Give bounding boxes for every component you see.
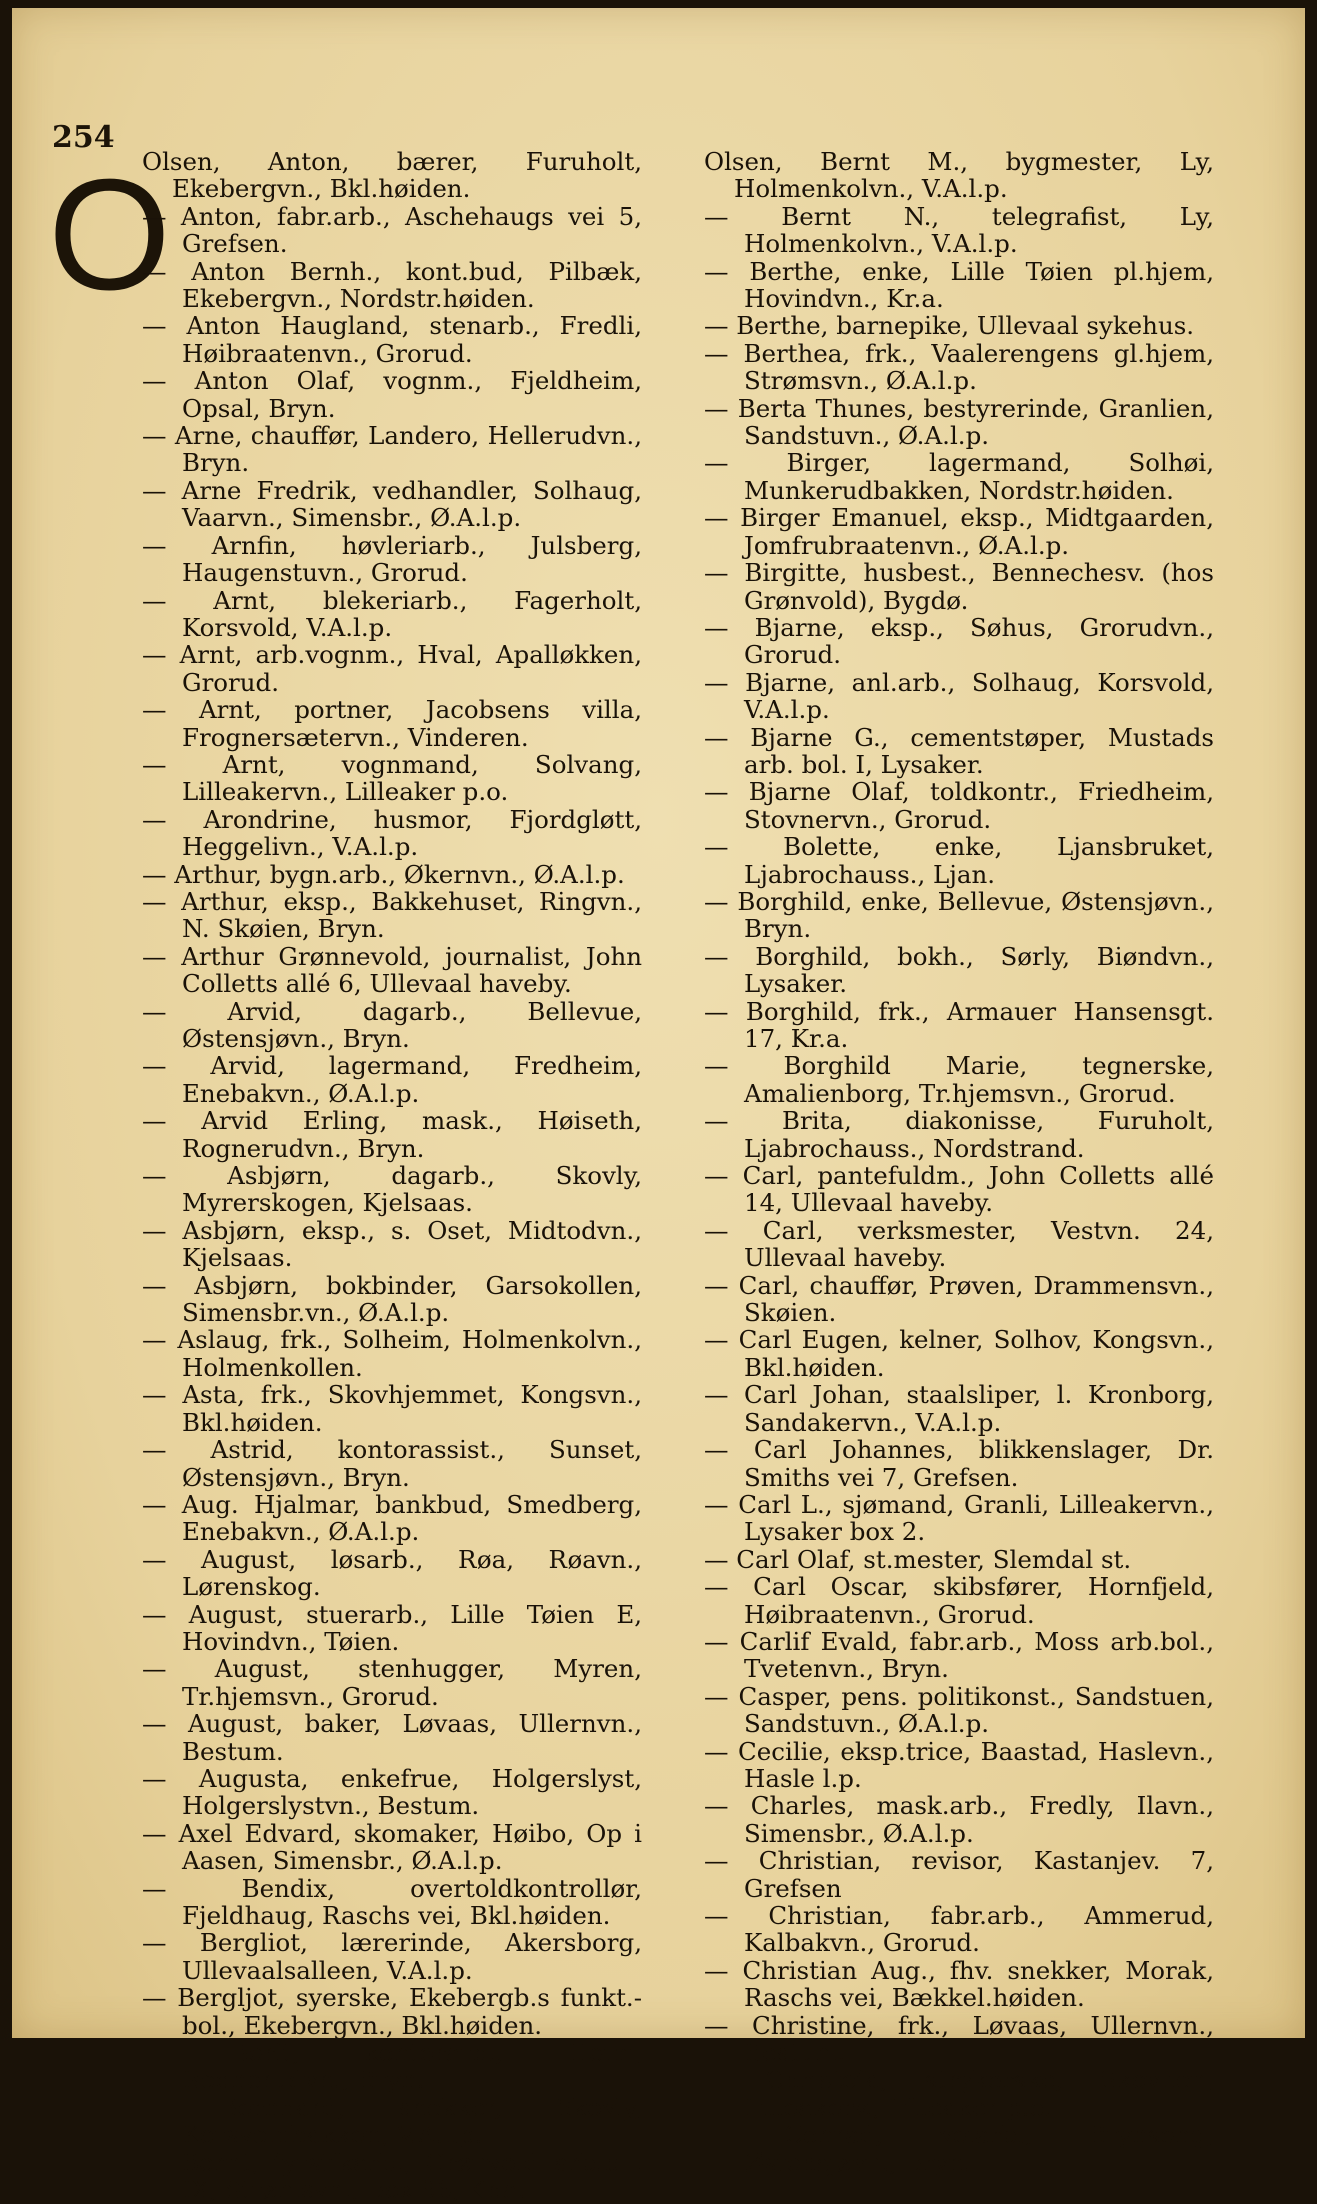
directory-entry: — Berit, kontorarb., Heim, Rognerudvn., Bryn. [142,2038,642,2095]
directory-entry: — Christian, revisor, Kastanjev. 7, Grefsen [704,1846,1214,1903]
directory-entry: — Bergljot, syerske, Ekebergb.s funkt.-bol., Ekebergvn., Bkl.høiden. [142,1983,642,2040]
directory-entry: — Arvid, dagarb., Bellevue, Østensjøvn., Bryn. [142,996,642,1053]
directory-entry: — Bernt, fyrstikarb., Grønvold arb.b . IX, Strømsvn., Box 96, Kr.a. [142,2147,642,2204]
directory-entry: — Conrad, veiarb., Brynseng, Østensjøvn., Bryn. [704,2120,1214,2177]
directory-entry: — Carl Eugen, kelner, Solhov, Kongsvn., Bkl.høiden. [704,1325,1214,1382]
directory-entry: — Anton Haugland, stenarb., Fredli, Høibraatenvn., Grorud. [142,311,642,368]
right-column [704,148,1214,2176]
directory-entry: — Berta Thunes, bestyrerinde, Granlien, Sandstuvn., Ø.A.l.p. [704,393,1214,451]
directory-entry: — Birgitte, husbest., Bennechesv. (hos Grønvold), Bygdø. [704,558,1214,615]
directory-entry: — Arnt, portner, Jacobsens villa, Frognersætervn., Vinderen. [142,695,642,752]
directory-entry: — Asbjørn, eksp., s. Oset, Midtodvn., Kjelsaas. [142,1215,642,1273]
directory-entry: Olsen, Bernt M., bygmester, Ly, Holmenkolvn., V.A.l.p. [704,147,1214,204]
directory-entry: — Berthea, frk., Vaalerengens gl.hjem, Strømsvn., Ø.A.l.p. [704,338,1214,396]
directory-entry: — Borghild, bokh., Sørly, Biøndvn., Lysaker. [704,941,1214,999]
directory-entry: — Carl, pantefuldm., John Colletts allé 14, Ullevaal haveby. [704,1161,1214,1218]
directory-entry: — Christofa, strykerske, Skovlien, Lilleakerv., Lilleaker p.o. [704,2065,1214,2122]
directory-entry: — Anton, fabr.arb., Aschehaugs vei 5, Grefsen. [142,201,642,259]
directory-entry: — Aug. Hjalmar, bankbud, Smedberg, Enebakvn., Ø.A.l.p. [142,1489,642,1547]
directory-entry: — Berthe, barnepike, Ullevaal sykehus. [704,311,1195,341]
directory-entry: Olsen, Anton, bærer, Furuholt, Ekebergvn., Bkl.høiden. [142,147,642,204]
directory-entry: — Cecilie, eksp.trice, Baastad, Haslevn., Hasle l.p. [704,1736,1214,1793]
directory-entry: — Aslaug, frk., Solheim, Holmenkolvn., Holmenkollen. [142,1325,642,1382]
directory-entry: — Casper, pens. politikonst., Sandstuen, Sandstuvn., Ø.A.l.p. [704,1681,1214,1739]
directory-entry: — Christian Aug., fhv. snekker, Morak, Raschs vei, Bækkel.høiden. [704,1955,1214,2013]
directory-entry: — Bernhard, snekker, Skovly, Korsvoldbakken, V.A.l.p. [142,2092,642,2150]
directory-entry: — August, baker, Løvaas, Ullernvn., Bestum. [142,1709,642,1766]
section-letter: O [48,147,171,323]
directory-entry: — Carl, verksmester, Vestvn. 24, Ullevaal haveby. [704,1215,1214,1273]
directory-entry: — Arnt, blekeriarb., Fagerholt, Korsvold, V.A.l.p. [142,585,642,642]
directory-entry: — Carl Johannes, blikkenslager, Dr. Smiths vei 7, Grefsen. [704,1435,1214,1492]
directory-entry: — Bjarne, eksp., Søhus, Grorudvn., Grorud. [704,612,1214,670]
directory-entry: — Bergliot, lærerinde, Akersborg, Ullevaalsalleen, V.A.l.p. [142,1928,642,1985]
directory-entry: — Asta, frk., Skovhjemmet, Kongsvn., Bkl.høiden. [142,1380,642,1437]
directory-entry: — August, stenhugger, Myren, Tr.hjemsvn., Grorud. [142,1654,642,1711]
directory-entry: — Anton Olaf, vognm., Fjeldheim, Opsal, Bryn. [142,366,642,423]
directory-entry: — Anton Bernh., kont.bud, Pilbæk, Ekebergvn., Nordstr.høiden. [142,256,642,314]
directory-entry: — Arne Fredrik, vedhandler, Solhaug, Vaarvn., Simensbr., Ø.A.l.p. [142,475,642,533]
directory-entry: — Bolette, enke, Ljansbruket, Ljabrochauss., Ljan. [704,832,1214,889]
directory-entry: — Carl, chauffør, Prøven, Drammensvn., Skøien. [704,1270,1214,1328]
directory-entry: — Birger Emanuel, eksp., Midtgaarden, Jomfrubraatenvn., Ø.A.l.p. [704,503,1214,560]
directory-entry: — Bendix, overtoldkontrollør, Fjeldhaug, Raschs vei, Bkl.høiden. [142,1873,642,1930]
directory-entry: — Astrid, kontorassist., Sunset, Østensjøvn., Bryn. [142,1435,642,1492]
directory-entry: — Arthur, eksp., Bakkehuset, Ringvn., N. Skøien, Bryn. [142,886,642,944]
directory-entry: — Carl Olaf, st.mester, Slemdal st. [704,1544,1132,1574]
directory-entry: — Berthe, enke, Lille Tøien pl.hjem, Hovindvn., Kr.a. [704,256,1214,314]
directory-entry: — Arvid, lagermand, Fredheim, Enebakvn., Ø.A.l.p. [142,1051,642,1108]
directory-entry: — Carlif Evald, fabr.arb., Moss arb.bol., Tvetenvn., Bryn. [704,1626,1214,1684]
directory-entry: — Axel Edvard, skomaker, Høibo, Op i Aasen, Simensbr., Ø.A.l.p. [142,1818,642,1876]
directory-entry: — Arthur, bygn.arb., Økernvn., Ø.A.l.p. [142,859,625,889]
directory-entry: — Arvid Erling, mask., Høiseth, Rognerudvn., Bryn. [142,1106,642,1163]
directory-entry: — Bjarne G., cementstøper, Mustads arb. bol. I, Lysaker. [704,722,1214,779]
directory-entry: — Christian, fabr.arb., Ammerud, Kalbakvn., Grorud. [704,1901,1214,1958]
directory-entry: — August, løsarb., Røa, Røavn., Lørenskog. [142,1544,642,1602]
directory-entry: — Carl L., sjømand, Granli, Lilleakervn., Lysaker box 2. [704,1489,1214,1547]
directory-entry: — Asbjørn, bokbinder, Garsokollen, Simensbr.vn., Ø.A.l.p. [142,1270,642,1328]
directory-entry: — Arondrine, husmor, Fjordgløtt, Heggelivn., V.A.l.p. [142,804,642,862]
directory-page [12,8,1305,2204]
directory-entry: — Carl Johan, staalsliper, l. Kronborg, Sandakervn., V.A.l.p. [704,1380,1214,1437]
directory-entry: — Arnt, arb.vognm., Hval, Apalløkken, Grorud. [142,640,642,697]
directory-entry: — Bjarne Olaf, toldkontr., Friedheim, Stovnervn., Grorud. [704,777,1214,834]
directory-entry: — Arnfin, høvleriarb., Julsberg, Haugenstuvn., Grorud. [142,530,642,588]
directory-entry: — Arthur Grønnevold, journalist, John Colletts allé 6, Ullevaal haveby. [142,941,642,999]
directory-entry: — Christine, frk., Løvaas, Ullernvn., Bestum. [704,2010,1214,2068]
directory-entry: — Bjarne, anl.arb., Solhaug, Korsvold, V.A.l.p. [704,667,1214,725]
directory-entry: — Arnt, vognmand, Solvang, Lilleakervn., Lilleaker p.o. [142,749,642,807]
directory-entry: — Bernt N., telegrafist, Ly, Holmenkolvn., V.A.l.p. [704,201,1214,259]
directory-entry: — Arne, chauffør, Landero, Hellerudvn., Bryn. [142,421,642,478]
directory-entry: — Birger, lagermand, Solhøi, Munkerudbakken, Nordstr.høiden. [704,448,1214,505]
directory-entry: — Borghild, frk., Armauer Hansensgt. 17, Kr.a. [704,996,1214,1053]
left-column [142,148,642,2203]
directory-entry: — Carl Oscar, skibsfører, Hornfjeld, Høibraatenvn., Grorud. [704,1572,1214,1629]
directory-entry: — Asbjørn, dagarb., Skovly, Myrerskogen, Kjelsaas. [142,1161,642,1218]
directory-entry: — Charles, mask.arb., Fredly, Ilavn., Simensbr., Ø.A.l.p. [704,1791,1214,1848]
directory-entry: — August, stuerarb., Lille Tøien E, Hovindvn., Tøien. [142,1599,642,1656]
page-number: 254 [52,120,115,155]
directory-entry: — Borghild Marie, tegnerske, Amalienborg, Tr.hjemsvn., Grorud. [704,1051,1214,1108]
directory-entry: — Borghild, enke, Bellevue, Østensjøvn., Bryn. [704,886,1214,944]
directory-entry: — Brita, diakonisse, Furuholt, Ljabrochauss., Nordstrand. [704,1106,1214,1163]
directory-entry: — Augusta, enkefrue, Holgerslyst, Holgerslystvn., Bestum. [142,1763,642,1821]
